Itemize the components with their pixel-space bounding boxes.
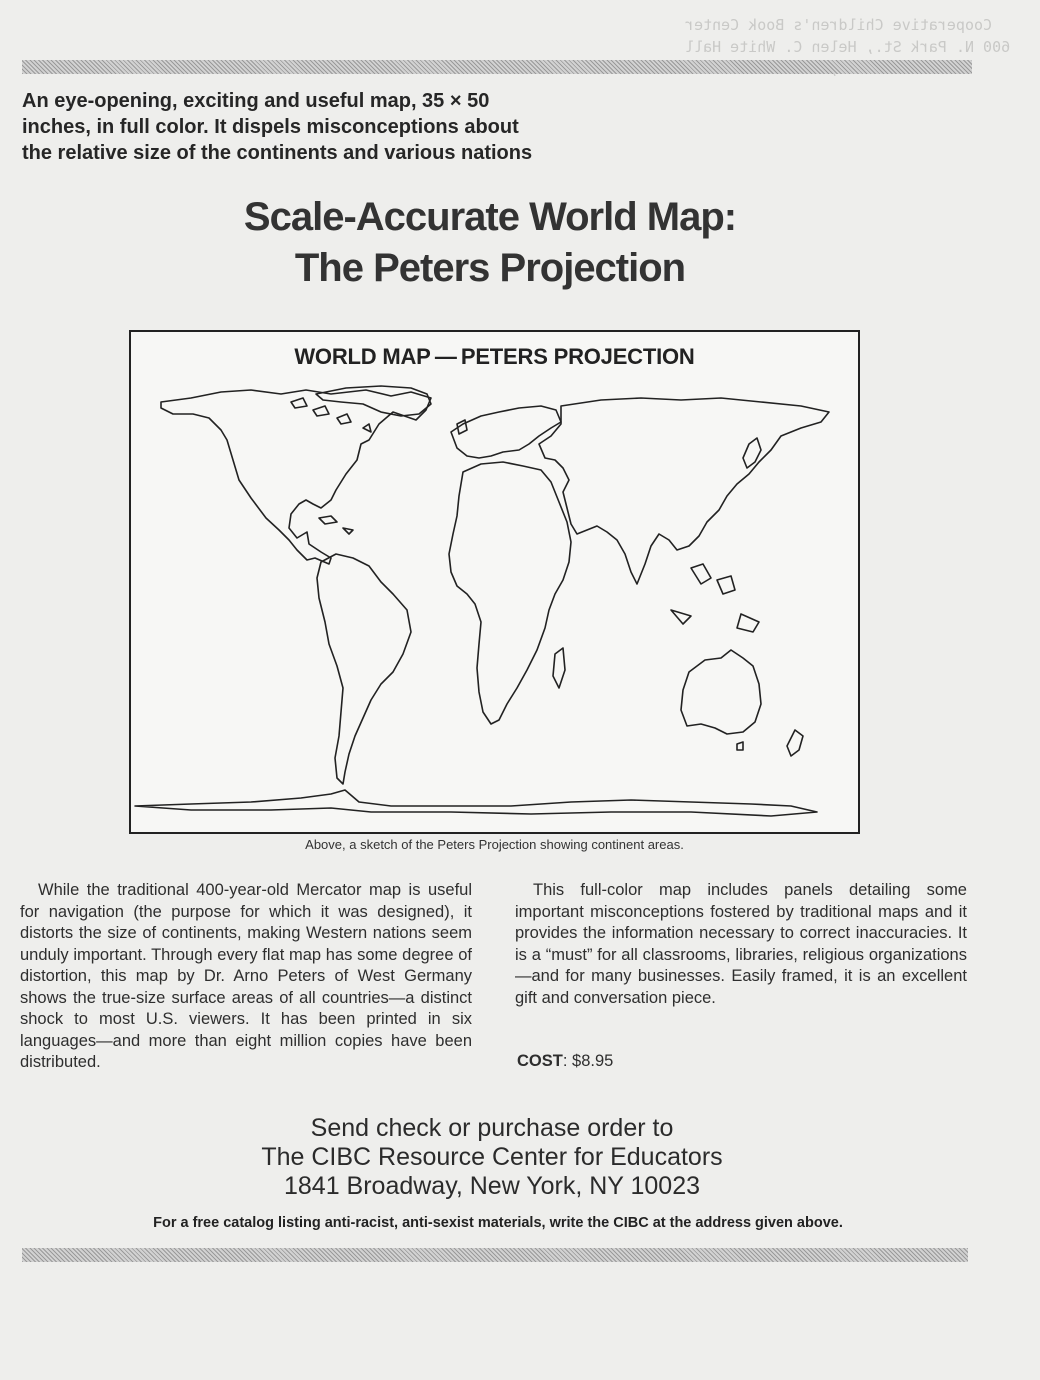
order-address-block (0, 1114, 984, 1201)
caribbean-islands (319, 516, 353, 534)
order-line-1: Send check or purchase order to (310, 1114, 674, 1142)
body-paragraph: While the traditional 400-year-old Mercator map is useful for navigation (the purpose for which it was designed), it distorts the size of continents, making Western nations seem unduly important. Through every flat map has some degree of distortion, this map by Dr. Arno Peters of West Germany shows the true-size surface areas of all countries—a distinct shock to most U.S. viewers. It has been printed in six languages—and more than eight million copies have been distributed. (20, 881, 472, 1071)
page-title (0, 192, 980, 294)
catalog-note: For a free catalog listing anti-racist, anti-sexist materials, write the CIBC at the address given above. (153, 1215, 843, 1231)
ghost-line: Cooperative Children's Book Center (684, 16, 992, 34)
new-zealand-outline (787, 730, 803, 756)
title-line-1: Scale-Accurate World Map: (243, 195, 737, 239)
top-hatched-rule (22, 60, 972, 74)
world-map-outline (131, 332, 858, 832)
map-title: WORLD MAP — PETERS PROJECTION (294, 344, 695, 369)
cost-line (517, 1052, 613, 1071)
tasmania-outline (737, 742, 743, 750)
intro-line: An eye-opening, exciting and useful map, 35 × 50 (22, 90, 490, 112)
map-caption: Above, a sketch of the Peters Projection showing continent areas. (305, 837, 684, 852)
intro-line: inches, in full color. It dispels misconceptions about (22, 116, 519, 138)
madagascar-outline (553, 648, 565, 688)
intro-blurb (22, 88, 622, 166)
australia-outline (681, 650, 761, 734)
order-line-2: The CIBC Resource Center for Educators (261, 1143, 723, 1171)
europe-outline (451, 406, 561, 458)
body-column-left (20, 880, 472, 1074)
africa-outline (449, 462, 571, 724)
title-line-2: The Peters Projection (294, 246, 686, 290)
intro-line: the relative size of the continents and various nations (22, 142, 533, 164)
asia-outline (539, 398, 829, 584)
ghost-line: 600 N. Park St., Helen C. White Hall (684, 38, 1010, 56)
body-column-right (515, 880, 967, 1009)
body-paragraph: This full-color map includes panels detailing some important misconceptions fostered by traditional maps and it provides the information necessary to correct inaccuracies. It is a “must” for all classrooms, libraries, religious organizations—and for many businesses. Easily framed, it is an excellent gift and conversation piece. (515, 881, 967, 1007)
bottom-hatched-rule (22, 1248, 968, 1262)
cost-label: COST (517, 1052, 563, 1070)
greenland-outline (316, 386, 431, 416)
south-america-outline (317, 554, 411, 784)
cost-value: : $8.95 (562, 1052, 614, 1070)
antarctica-outline (135, 790, 817, 816)
southeast-asia-islands (671, 564, 759, 632)
north-america-outline (161, 390, 431, 564)
order-line-3: 1841 Broadway, New York, NY 10023 (283, 1172, 700, 1200)
world-map-figure (129, 330, 860, 834)
